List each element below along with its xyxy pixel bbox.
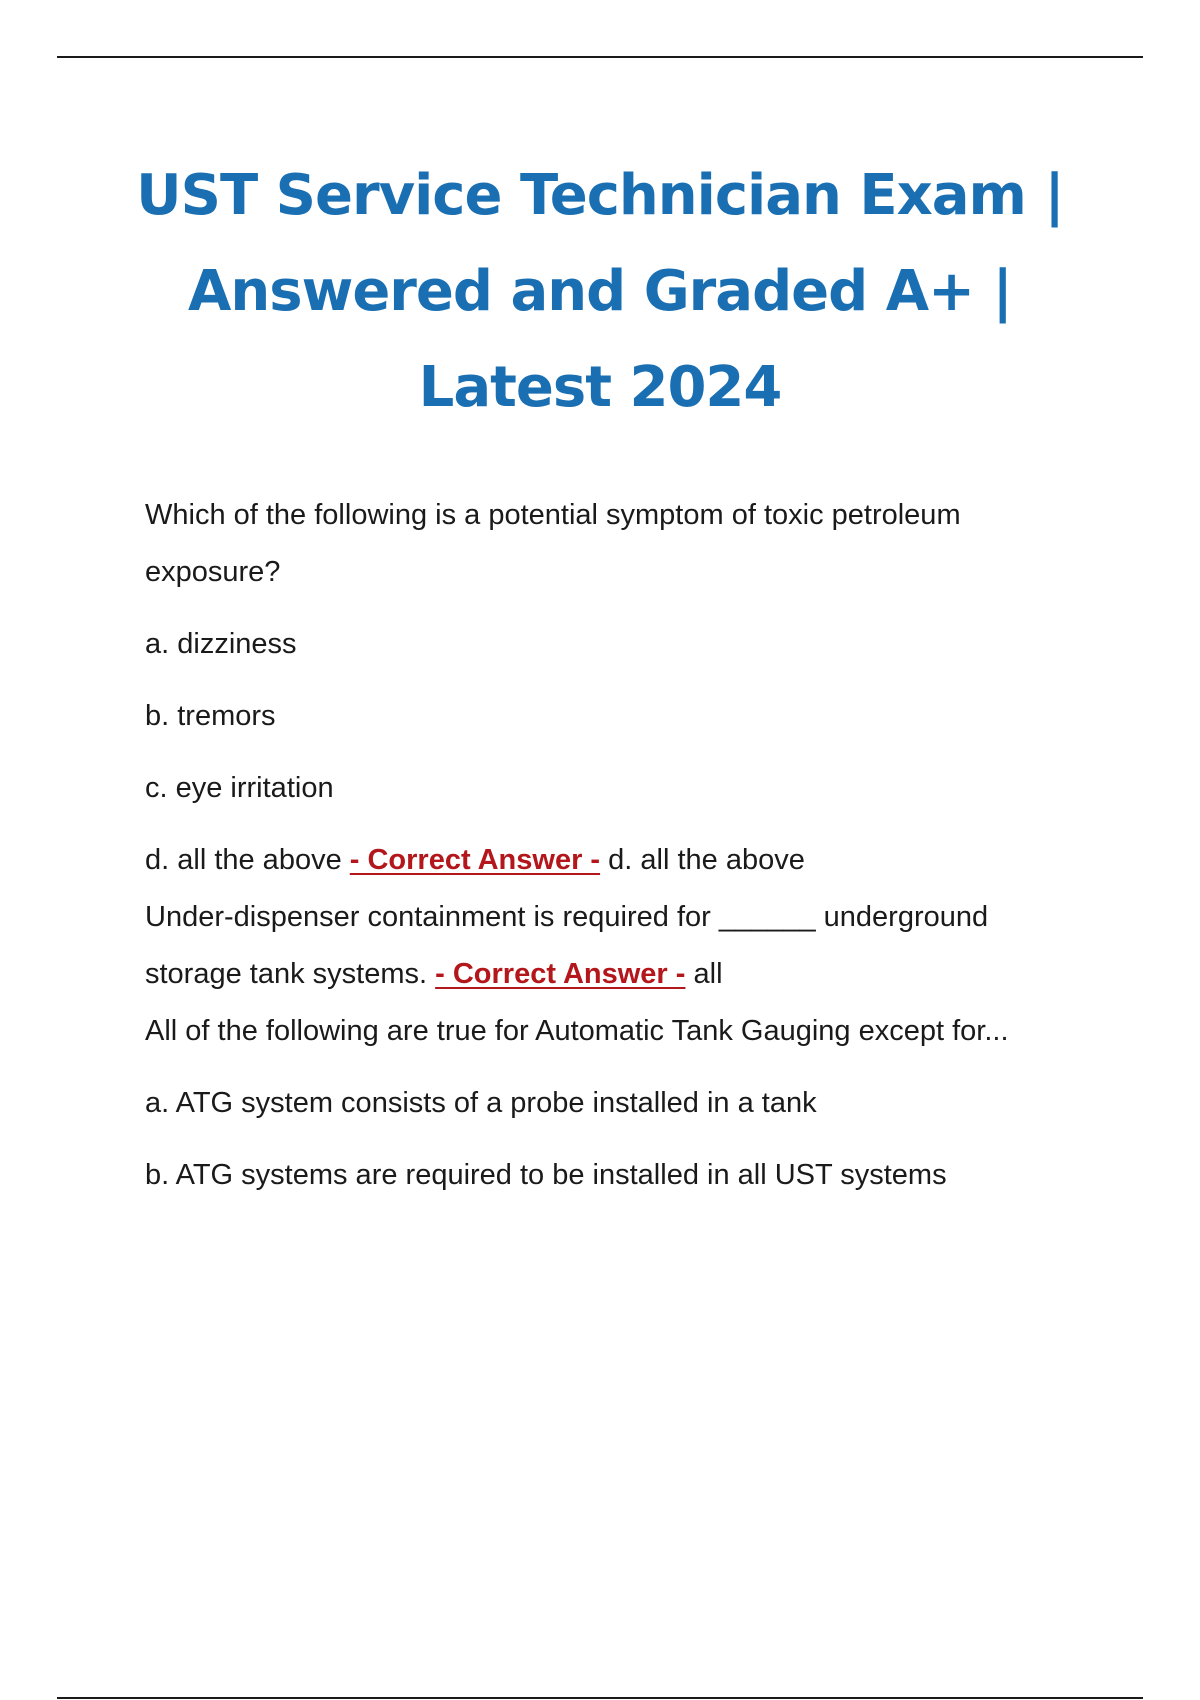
question-2-answer: all — [693, 958, 723, 990]
question-2-prompt: Under-dispenser containment is required for ______ underground storage tank systems. — [145, 901, 989, 990]
question-2-text — [145, 889, 1075, 1003]
document-title — [100, 148, 1100, 436]
document-body — [145, 487, 1075, 1204]
question-3-text: All of the following are true for Automatic Tank Gauging except for... — [145, 1015, 1009, 1047]
title-line-2: Answered and Graded A+ | — [188, 259, 1012, 324]
question-1-option-c: c. eye irritation — [145, 772, 334, 804]
correct-answer-marker: - Correct Answer - — [349, 844, 601, 876]
question-1-answer: d. all the above — [608, 844, 805, 876]
header-rule — [57, 56, 1143, 58]
question-1-option-d — [145, 831, 1075, 889]
question-1-option-d-text: d. all the above — [145, 844, 342, 876]
question-3-option-b: b. ATG systems are required to be installed in all UST systems — [145, 1159, 947, 1191]
title-line-3: Latest 2024 — [418, 355, 782, 420]
title-line-1: UST Service Technician Exam | — [136, 163, 1064, 228]
question-3 — [145, 1003, 1075, 1204]
question-1 — [145, 487, 1075, 889]
question-2 — [145, 889, 1075, 1003]
question-1-text: Which of the following is a potential symptom of toxic petroleum exposure? — [145, 499, 961, 588]
question-1-option-a: a. dizziness — [145, 628, 297, 660]
question-1-option-b: b. tremors — [145, 700, 276, 732]
question-3-option-a: a. ATG system consists of a probe installed in a tank — [145, 1087, 817, 1119]
footer-rule — [57, 1697, 1143, 1699]
correct-answer-marker: - Correct Answer - — [435, 958, 686, 990]
